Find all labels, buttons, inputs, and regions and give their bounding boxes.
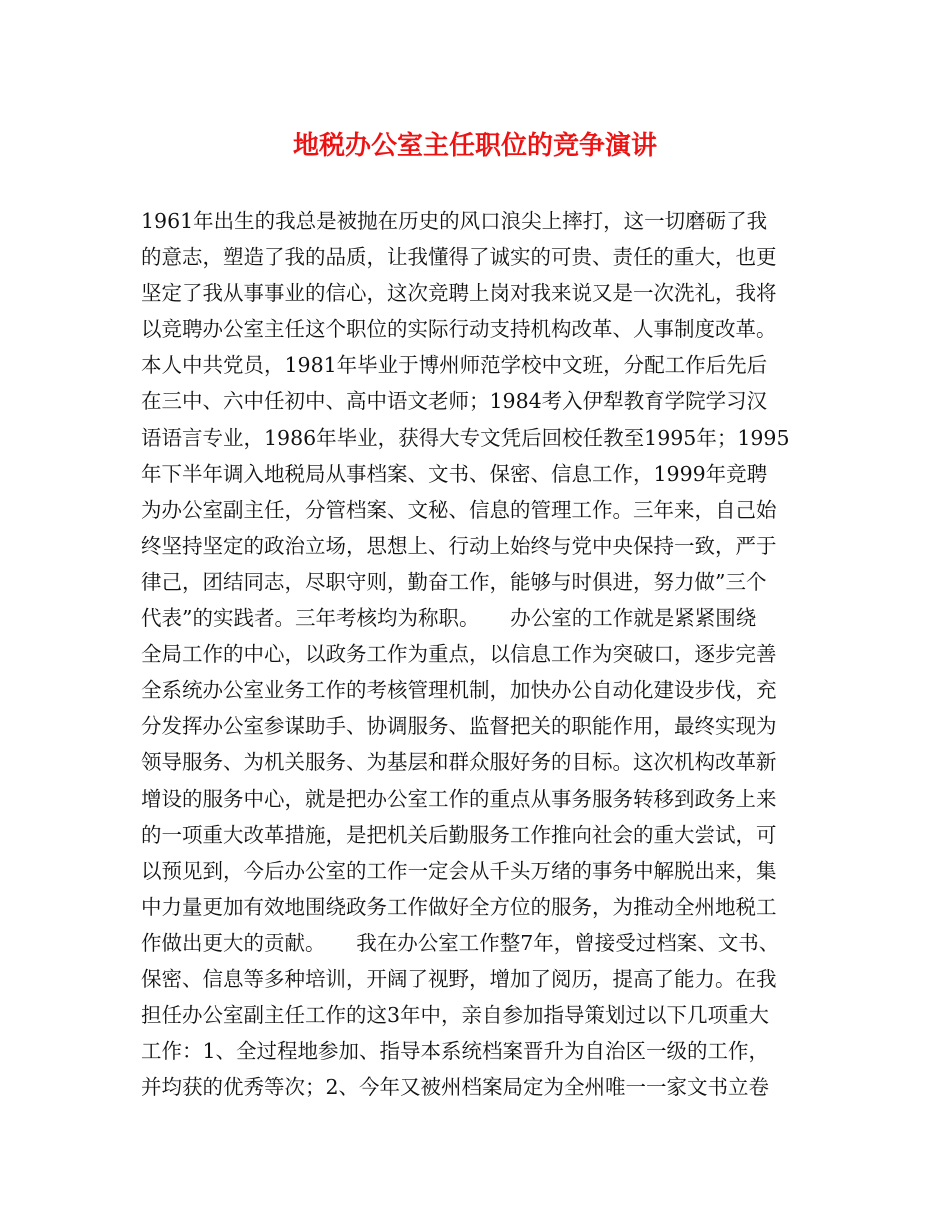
body-text-line: 以竞聘办公室主任这个职位的实际行动支持机构改革、人事制度改革。 [141, 317, 777, 342]
body-text-line: 的一项重大改革措施，是把机关后勤服务工作推向社会的重大尝试，可 [141, 822, 777, 847]
body-text-line: 担任办公室副主任工作的这3年中，亲自参加指导策划过以下几项重大 [141, 1003, 770, 1028]
body-text-line: 为办公室副主任，分管档案、文秘、信息的管理工作。三年来，自己始 [141, 497, 777, 522]
body-text-line: 本人中共党员，1981年毕业于博州师范学校中文班，分配工作后先后 [141, 353, 768, 378]
body-text-line: 代表”的实践者。三年考核均为称职。 办公室的工作就是紧紧围绕 [141, 606, 757, 631]
body-text-line: 的意志，塑造了我的品质，让我懂得了诚实的可贵、责任的重大，也更 [141, 245, 777, 270]
body-text-line: 保密、信息等多种培训，开阔了视野，增加了阅历，提高了能力。在我 [141, 966, 777, 991]
body-text-line: 分发挥办公室参谋助手、协调服务、监督把关的职能作用，最终实现为 [141, 714, 777, 739]
body-text-line: 年下半年调入地税局从事档案、文书、保密、信息工作，1999年竞聘 [141, 461, 768, 486]
body-text-line: 工作：1、全过程地参加、指导本系统档案晋升为自治区一级的工作， [141, 1039, 770, 1064]
body-text-line: 1961年出生的我总是被抛在历史的风口浪尖上摔打，这一切磨砺了我 [141, 209, 768, 233]
body-text-line: 领导服务、为机关服务、为基层和群众服好务的目标。这次机构改革新 [141, 750, 777, 775]
body-text-line: 在三中、六中任初中、高中语文老师；1984考入伊犁教育学院学习汉 [141, 389, 768, 414]
body-text-line: 中力量更加有效地围绕政务工作做好全方位的服务，为推动全州地税工 [141, 894, 777, 919]
document-body [141, 203, 821, 1105]
body-text-line: 作做出更大的贡献。 我在办公室工作整7年，曾接受过档案、文书、 [141, 930, 780, 955]
body-text-line: 并均获的优秀等次；2、今年又被州档案局定为全州唯一一家文书立卷 [141, 1075, 770, 1100]
document-title: 地税办公室主任职位的竞争演讲 [292, 131, 657, 161]
body-text-line: 全局工作的中心，以政务工作为重点，以信息工作为突破口，逐步完善 [141, 642, 777, 667]
body-text-line: 全系统办公室业务工作的考核管理机制，加快办公自动化建设步伐，充 [141, 678, 777, 703]
body-text-line: 语语言专业，1986年毕业，获得大专文凭后回校任教至1995年；1995 [141, 425, 790, 450]
body-text-line: 律己，团结同志，尽职守则，勤奋工作，能够与时俱进，努力做”三个 [141, 569, 767, 594]
body-text-line: 以预见到，今后办公室的工作一定会从千头万绪的事务中解脱出来，集 [141, 858, 777, 883]
body-text-line: 坚定了我从事事业的信心，这次竞聘上岗对我来说又是一次洗礼，我将 [141, 281, 777, 306]
body-text-line: 终坚持坚定的政治立场，思想上、行动上始终与党中央保持一致，严于 [141, 533, 777, 558]
body-text-line: 增设的服务中心，就是把办公室工作的重点从事务服务转移到政务上来 [141, 786, 777, 811]
